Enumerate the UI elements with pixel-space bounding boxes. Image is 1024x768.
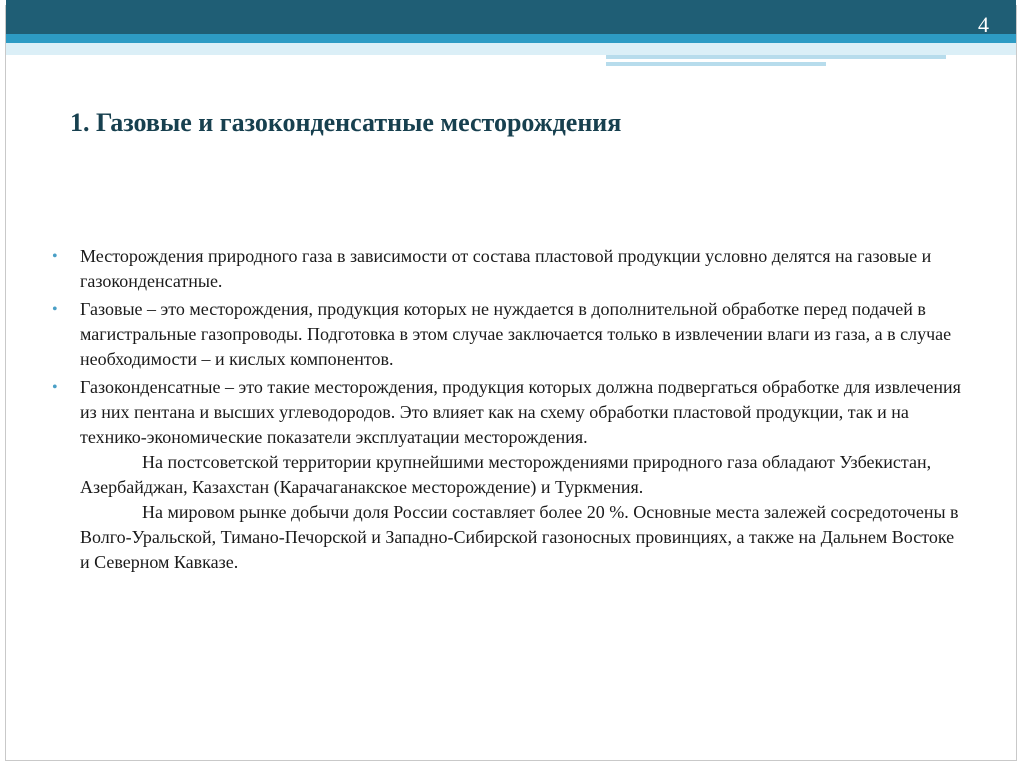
bullet-icon: •: [52, 301, 58, 318]
body-paragraph: На мировом рынке добычи доля России составляет более 20 %. Основные места залежей сосредоточены в Волго-Уральской, Тимано-Печорской и Западно-Сибирской газоносных провинциях, а также на Дальнем Востоке и Северном Кавказе.: [80, 502, 959, 572]
slide-body: [48, 244, 968, 575]
slide-title: 1. Газовые и газоконденсатные месторождения: [70, 108, 622, 137]
header-light-bar: [6, 43, 1016, 55]
bullet-icon: •: [52, 248, 58, 265]
body-paragraph: На постсоветской территории крупнейшими месторождениями природного газа обладают Узбекистан, Азербайджан, Казахстан (Карачаганакское месторождение) и Туркмения.: [80, 452, 932, 497]
bullet-text: Газоконденсатные – это такие месторождения, продукция которых должна подвергаться обработке для извлечения из них пентана и высших углеводородов. Это влияет как на схему обработки пластовой продукции, так и на технико-экономические показатели эксплуатации месторождения.: [80, 377, 961, 447]
bullet-icon: •: [52, 379, 58, 396]
bullet-text: Месторождения природного газа в зависимости от состава пластовой продукции условно делятся на газовые и газоконденсатные.: [80, 246, 932, 291]
decorative-stripe: [606, 62, 826, 66]
header-accent-bar: [6, 34, 1016, 43]
bullet-item: [48, 375, 968, 450]
header-bar: [6, 0, 1016, 34]
decorative-stripe: [606, 55, 946, 59]
bullet-item: [48, 244, 968, 294]
page-number: 4: [978, 12, 989, 37]
bullet-text: Газовые – это месторождения, продукция которых не нуждается в дополнительной обработке перед подачей в магистральные газопроводы. Подготовка в этом случае заключается только в извлечении влаги из газа, а в случае необходимости – и кислых компонентов.: [80, 299, 952, 369]
bullet-item: [48, 297, 968, 372]
